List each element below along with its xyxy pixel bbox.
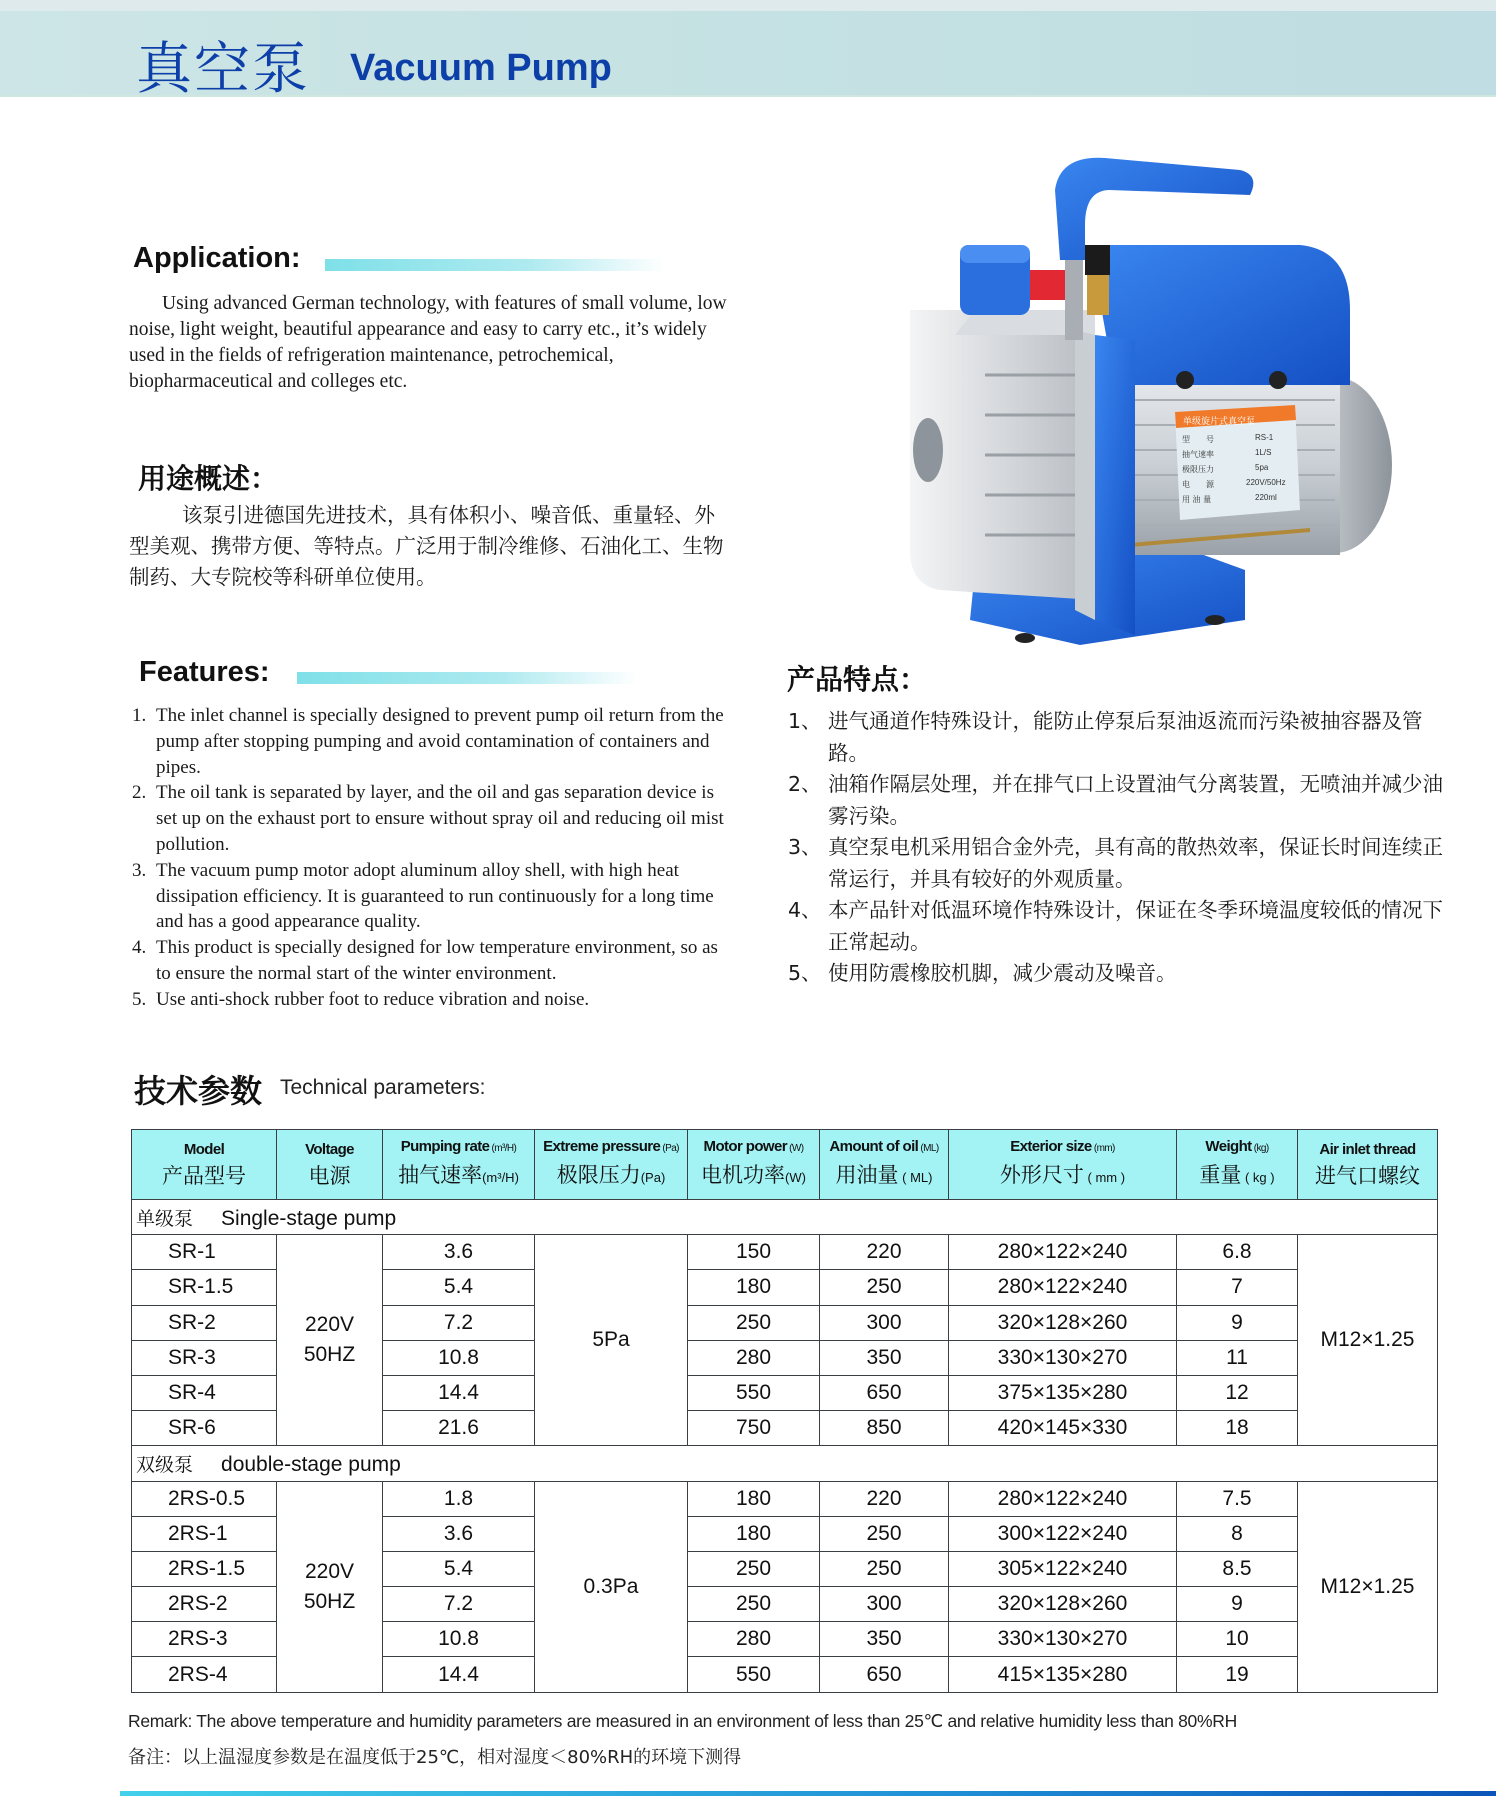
cell-size: 320×128×260 <box>949 1305 1177 1340</box>
header-unit: (ML) <box>918 1143 939 1154</box>
header-unit: (m³/H) <box>489 1143 517 1154</box>
header-unit: (Pa) <box>640 1170 666 1185</box>
header-cn: 电源 <box>308 1163 351 1188</box>
features-list-item <box>132 858 732 935</box>
header-en: Amount of oil <box>829 1138 919 1155</box>
cell-model: SR-2 <box>132 1305 277 1340</box>
header-unit: (mm) <box>1091 1143 1115 1154</box>
item-number: 1、 <box>788 709 822 733</box>
cell-size: 330×130×270 <box>949 1340 1177 1375</box>
cell-oil: 300 <box>820 1587 949 1622</box>
header-cn: 用油量 <box>835 1163 899 1187</box>
tech-params-table <box>131 1129 1438 1693</box>
page-title-cn: 真空泵 <box>136 37 310 102</box>
cell-weight: 9 <box>1177 1305 1298 1340</box>
cell-oil: 650 <box>820 1375 949 1410</box>
cell-rate: 14.4 <box>383 1657 535 1692</box>
cell-weight: 7.5 <box>1177 1481 1298 1516</box>
header-cn: 抽气速率 <box>398 1163 483 1187</box>
header-unit: ( kg ) <box>1241 1170 1275 1185</box>
header-unit: ( mm ) <box>1083 1170 1126 1185</box>
features-list <box>132 703 732 1013</box>
features-accent-bar <box>297 672 637 684</box>
cell-model: SR-3 <box>132 1340 277 1375</box>
cell-size: 375×135×280 <box>949 1375 1177 1410</box>
cell-power: 180 <box>688 1270 820 1305</box>
cell-rate: 14.4 <box>383 1375 535 1410</box>
spec-label <box>1175 405 1300 520</box>
cell-power: 150 <box>688 1235 820 1270</box>
column-header-pumping-rate <box>383 1130 535 1200</box>
header-cn: 电机功率 <box>701 1163 786 1187</box>
item-text: 真空泵电机采用铝合金外壳，具有高的散热效率，保证长时间连续正常运行，并具有较好的外观质量。 <box>828 835 1443 891</box>
cell-oil: 250 <box>820 1270 949 1305</box>
header-unit: (m³/H) <box>482 1170 519 1185</box>
item-number: 4. <box>132 937 147 959</box>
frequency-line: 50HZ <box>303 1343 356 1367</box>
features-heading-text: Features <box>139 656 260 688</box>
application-accent-bar <box>325 259 665 271</box>
cell-weight: 7 <box>1177 1270 1298 1305</box>
cell-oil: 220 <box>820 1481 949 1516</box>
spec-label-value: 5pa <box>1255 463 1269 472</box>
spec-label-key: 电 源 <box>1182 480 1214 489</box>
cell-size: 300×122×240 <box>949 1516 1177 1551</box>
cell-model: 2RS-1 <box>132 1516 277 1551</box>
header-en: Exterior size <box>1010 1138 1092 1155</box>
cell-rate: 1.8 <box>383 1481 535 1516</box>
spec-label-value: 220ml <box>1255 493 1277 502</box>
group-label-en: double-stage pump <box>221 1452 401 1476</box>
cell-rate: 21.6 <box>383 1411 535 1446</box>
column-header-extreme-pressure <box>535 1130 688 1200</box>
group-header-row <box>132 1200 1438 1235</box>
features-cn-list-item <box>788 832 1448 895</box>
cell-rate: 3.6 <box>383 1516 535 1551</box>
column-header-air-inlet-thread <box>1298 1130 1438 1200</box>
cell-size: 305×122×240 <box>949 1551 1177 1586</box>
item-number: 4、 <box>788 898 822 922</box>
spec-label-value: 220V/50Hz <box>1246 478 1286 487</box>
page-title-en: Vacuum Pump <box>350 47 612 89</box>
cell-oil: 850 <box>820 1411 949 1446</box>
column-header-motor-power <box>688 1130 820 1200</box>
cell-thread: M12×1.25 <box>1298 1235 1438 1446</box>
header-unit: ( ML) <box>898 1170 933 1185</box>
cell-power: 280 <box>688 1340 820 1375</box>
item-text: 油箱作隔层处理，并在排气口上设置油气分离装置，无喷油并减少油雾污染。 <box>828 772 1443 828</box>
item-number: 3. <box>132 859 147 881</box>
features-list-item <box>132 935 732 987</box>
cell-weight: 8.5 <box>1177 1551 1298 1586</box>
cell-rate: 10.8 <box>383 1340 535 1375</box>
cell-rate: 3.6 <box>383 1235 535 1270</box>
cell-oil: 250 <box>820 1551 949 1586</box>
cell-model: SR-6 <box>132 1411 277 1446</box>
header-en: Motor power <box>703 1138 787 1155</box>
cell-rate: 5.4 <box>383 1270 535 1305</box>
tech-params-title-cn: 技术参数 <box>134 1072 263 1110</box>
spec-label-value: 1L/S <box>1255 448 1272 457</box>
frequency-line: 50HZ <box>303 1589 356 1613</box>
voltage-line: 220V <box>304 1559 355 1583</box>
spec-label-key: 型 号 <box>1182 435 1214 444</box>
cell-model: 2RS-1.5 <box>132 1551 277 1586</box>
cell-rate: 7.2 <box>383 1305 535 1340</box>
cell-weight: 18 <box>1177 1411 1298 1446</box>
features-cn-heading: 产品特点： <box>787 663 928 696</box>
spec-label-value: RS-1 <box>1255 433 1274 442</box>
group-label-cn: 单级泵 <box>136 1207 194 1230</box>
item-text: 进气通道作特殊设计，能防止停泵后泵油返流而污染被抽容器及管路。 <box>828 709 1423 765</box>
cell-power: 550 <box>688 1375 820 1410</box>
cell-weight: 10 <box>1177 1622 1298 1657</box>
header-band <box>0 11 1496 102</box>
column-header-weight <box>1177 1130 1298 1200</box>
cell-model: SR-4 <box>132 1375 277 1410</box>
cell-weight: 19 <box>1177 1657 1298 1692</box>
heading-colon: : <box>290 242 301 274</box>
application-cn-heading: 用途概述： <box>138 462 279 495</box>
cell-power: 250 <box>688 1551 820 1586</box>
features-cn-list-item <box>788 895 1448 958</box>
spec-label-title: 单级旋片式真空泵 <box>1183 417 1256 427</box>
header-cn: 重量 <box>1199 1163 1242 1187</box>
tech-params-title-en: Technical parameters: <box>280 1076 486 1099</box>
cell-oil: 250 <box>820 1516 949 1551</box>
remark-cn: 备注：以上温湿度参数是在温度低于25℃，相对湿度＜80%RH的环境下测得 <box>128 1747 742 1768</box>
vacuum-pump-image <box>880 150 1420 660</box>
header-unit: (W) <box>786 1143 804 1154</box>
features-cn-list-item <box>788 958 1448 990</box>
cell-weight: 11 <box>1177 1340 1298 1375</box>
cell-model: 2RS-4 <box>132 1657 277 1692</box>
cell-voltage <box>277 1235 383 1446</box>
features-list-item <box>132 703 732 780</box>
cell-model: 2RS-2 <box>132 1587 277 1622</box>
header-cn: 极限压力 <box>556 1163 641 1187</box>
application-heading-text: Application <box>133 242 291 274</box>
item-number: 3、 <box>788 835 822 859</box>
header-en: Air inlet thread <box>1319 1140 1416 1158</box>
group-label-double-stage <box>132 1446 1438 1481</box>
cell-power: 280 <box>688 1622 820 1657</box>
item-number: 2. <box>132 782 147 804</box>
application-heading <box>133 242 301 275</box>
header-en: Weight <box>1205 1138 1252 1155</box>
cell-model: SR-1.5 <box>132 1270 277 1305</box>
cell-weight: 12 <box>1177 1375 1298 1410</box>
spec-label-key: 用 油 量 <box>1182 495 1212 504</box>
cell-rate: 7.2 <box>383 1587 535 1622</box>
application-cn-body: 该泵引进德国先进技术，具有体积小、噪音低、重量轻、外型美观、携带方便、等特点。广泛用于制冷维修、石油化工、生物制药、大专院校等科研单位使用。 <box>129 503 724 589</box>
cell-model: 2RS-3 <box>132 1622 277 1657</box>
spec-label-key: 抽气速率 <box>1182 450 1214 459</box>
remark-en: Remark: The above temperature and humidity parameters are measured in an environment of less than 25℃ and relative humidity less than 80%RH <box>128 1711 1237 1731</box>
item-number: 1. <box>132 705 147 726</box>
table-header-row <box>132 1130 1438 1200</box>
cell-oil: 350 <box>820 1622 949 1657</box>
cell-size: 280×122×240 <box>949 1235 1177 1270</box>
table-row <box>132 1235 1438 1270</box>
item-number: 5、 <box>788 961 822 985</box>
cell-power: 250 <box>688 1587 820 1622</box>
bottom-accent-bar <box>120 1791 1496 1796</box>
item-text: 本产品针对低温环境作特殊设计，保证在冬季环境温度较低的情况下正常起动。 <box>828 898 1443 954</box>
header-en: Model <box>183 1140 225 1158</box>
cell-power: 180 <box>688 1481 820 1516</box>
group-header-row <box>132 1446 1438 1481</box>
cell-size: 320×128×260 <box>949 1587 1177 1622</box>
cell-size: 420×145×330 <box>949 1411 1177 1446</box>
heading-colon: : <box>259 656 270 688</box>
item-number: 2、 <box>788 772 822 796</box>
item-number: 5. <box>132 988 147 1010</box>
voltage-line: 220V <box>304 1313 355 1337</box>
column-header-exterior-size <box>949 1130 1177 1200</box>
header-en: Extreme pressure <box>543 1138 661 1155</box>
features-list-item <box>132 780 732 857</box>
cell-weight: 6.8 <box>1177 1235 1298 1270</box>
cell-power: 550 <box>688 1657 820 1692</box>
group-label-en: Single-stage pump <box>221 1206 397 1230</box>
column-header-oil-amount <box>820 1130 949 1200</box>
features-cn-list-item <box>788 706 1448 769</box>
cell-power: 250 <box>688 1305 820 1340</box>
cell-power: 180 <box>688 1516 820 1551</box>
cell-extreme-pressure: 5Pa <box>535 1235 688 1446</box>
cell-size: 415×135×280 <box>949 1657 1177 1692</box>
vacuum-pump-illustration <box>880 150 1420 660</box>
group-label-cn: 双级泵 <box>136 1453 194 1476</box>
cell-oil: 220 <box>820 1235 949 1270</box>
cell-weight: 9 <box>1177 1587 1298 1622</box>
cell-weight: 8 <box>1177 1516 1298 1551</box>
cell-model: 2RS-0.5 <box>132 1481 277 1516</box>
header-unit: (W) <box>785 1170 806 1185</box>
cell-extreme-pressure: 0.3Pa <box>535 1481 688 1692</box>
cell-size: 280×122×240 <box>949 1270 1177 1305</box>
cell-model: SR-1 <box>132 1235 277 1270</box>
cell-size: 280×122×240 <box>949 1481 1177 1516</box>
features-cn-list-item <box>788 769 1448 832</box>
column-header-model <box>132 1130 277 1200</box>
header-en: Voltage <box>305 1140 354 1158</box>
item-text: The vacuum pump motor adopt aluminum alloy shell, with high heat dissipation efficiency. It is guaranteed to run continuously for a long time and has a good appearance quality. <box>156 859 714 933</box>
header-cn: 产品型号 <box>162 1163 246 1188</box>
header-cn: 进气口螺纹 <box>1315 1163 1420 1188</box>
item-text: This product is specially designed for low temperature environment, so as to ensure the normal start of the winter environment. <box>156 937 718 984</box>
cell-oil: 350 <box>820 1340 949 1375</box>
cell-voltage <box>277 1481 383 1692</box>
features-list-item <box>132 987 732 1013</box>
features-cn-list <box>788 706 1448 990</box>
item-text: The oil tank is separated by layer, and the oil and gas separation device is set up on the exhaust port to ensure without spray oil and reducing oil mist pollution. <box>156 782 724 855</box>
cell-size: 330×130×270 <box>949 1622 1177 1657</box>
item-text: 使用防震橡胶机脚，减少震动及噪音。 <box>828 961 1177 985</box>
header-unit: (Pa) <box>660 1143 679 1154</box>
top-strip <box>0 0 1496 11</box>
cell-oil: 300 <box>820 1305 949 1340</box>
table-row <box>132 1481 1438 1516</box>
cell-thread: M12×1.25 <box>1298 1481 1438 1692</box>
header-en: Pumping rate <box>400 1138 490 1155</box>
cell-oil: 650 <box>820 1657 949 1692</box>
features-heading <box>139 656 270 689</box>
cell-rate: 5.4 <box>383 1551 535 1586</box>
header-unit: (kg) <box>1251 1143 1269 1154</box>
application-body: Using advanced German technology, with features of small volume, low noise, light weight, beautiful appearance and easy to carry etc., it’s widely used in the fields of refrigeration maintenance, petrochemical, biopharmaceutical and colleges etc. <box>129 293 727 392</box>
header-cn: 外形尺寸 <box>999 1163 1084 1187</box>
item-text: Use anti-shock rubber foot to reduce vibration and noise. <box>156 988 590 1010</box>
cell-rate: 10.8 <box>383 1622 535 1657</box>
item-text: The inlet channel is specially designed to prevent pump oil return from the pump after stopping pumping and avoid contamination of containers and pipes. <box>156 705 724 778</box>
column-header-voltage <box>277 1130 383 1200</box>
group-label-single-stage <box>132 1200 1438 1235</box>
spec-label-key: 极限压力 <box>1182 465 1214 474</box>
cell-power: 750 <box>688 1411 820 1446</box>
